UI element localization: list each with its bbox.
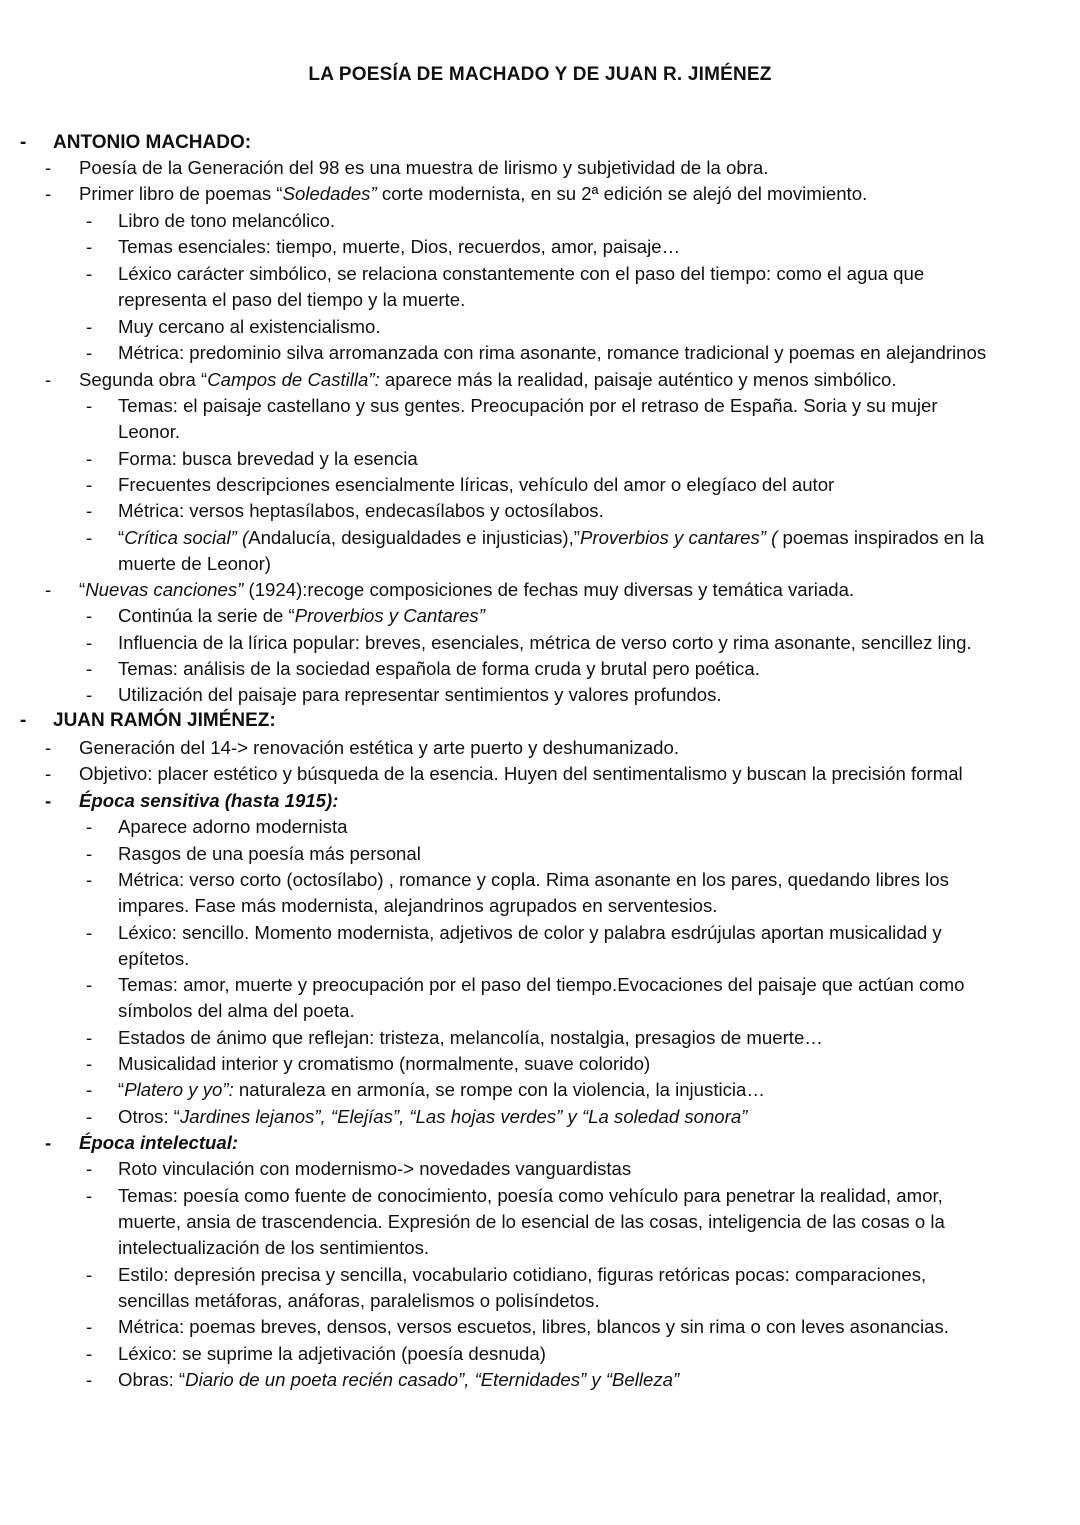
bullet-dash: - xyxy=(20,132,27,153)
bullet-dash: - xyxy=(86,1106,93,1127)
item-text: “Nuevas canciones” (1924):recoge composiciones de fechas muy diversas y temática variada. xyxy=(79,579,855,600)
bullet-dash: - xyxy=(86,236,93,257)
item-text: “Crítica social” (Andalucía, desigualdades e injusticias),”Proverbios y cantares” ( poemas inspirados en la xyxy=(118,527,985,548)
bullet-dash: - xyxy=(86,658,93,679)
item-text: símbolos del alma del poeta. xyxy=(118,1000,355,1021)
item-text: Muy cercano al existencialismo. xyxy=(118,316,381,337)
bullet-dash: - xyxy=(86,1053,93,1074)
bullet-dash: - xyxy=(86,1316,93,1337)
bullet-dash: - xyxy=(45,737,52,758)
item-text: Léxico: sencillo. Momento modernista, adjetivos de color y palabra esdrújulas aportan musicalidad y xyxy=(118,922,942,943)
heading-text: ANTONIO MACHADO: xyxy=(53,132,252,153)
bullet-dash: - xyxy=(86,922,93,943)
bullet-dash: - xyxy=(86,632,93,653)
item-text: Continúa la serie de “Proverbios y Cantares” xyxy=(118,605,485,626)
bullet-dash: - xyxy=(86,448,93,469)
bullet-dash: - xyxy=(86,527,93,548)
bullet-dash: - xyxy=(86,1079,93,1100)
item-text: intelectualización de los sentimientos. xyxy=(118,1237,430,1258)
item-text: Aparece adorno modernista xyxy=(118,816,348,837)
item-text: Libro de tono melancólico. xyxy=(118,210,336,231)
bullet-dash: - xyxy=(86,395,93,416)
item-text: Poesía de la Generación del 98 es una muestra de lirismo y subjetividad de la obra. xyxy=(79,157,769,178)
bullet-dash: - xyxy=(20,710,27,731)
item-text: Temas: amor, muerte y preocupación por el paso del tiempo.Evocaciones del paisaje que actúan como xyxy=(118,974,965,995)
bullet-dash: - xyxy=(45,790,52,811)
bullet-dash: - xyxy=(86,1027,93,1048)
item-text: muerte de Leonor) xyxy=(118,553,271,574)
bullet-dash: - xyxy=(45,183,52,204)
item-text: Métrica: verso corto (octosílabo) , romance y copla. Rima asonante en los pares, quedando libres los xyxy=(118,869,949,890)
item-text: Leonor. xyxy=(118,421,181,442)
item-text: Segunda obra “Campos de Castilla”: aparece más la realidad, paisaje auténtico y menos simbólico. xyxy=(79,369,897,390)
bullet-dash: - xyxy=(86,1369,93,1390)
bullet-dash: - xyxy=(86,1185,93,1206)
bullet-dash: - xyxy=(86,474,93,495)
item-text: Objetivo: placer estético y búsqueda de la esencia. Huyen del sentimentalismo y buscan la precisión formal xyxy=(79,763,963,784)
bullet-dash: - xyxy=(45,1132,52,1153)
item-text: Influencia de la lírica popular: breves, esenciales, métrica de verso corto y rima asonante, sencillez ling. xyxy=(118,632,972,653)
item-text: muerte, ansia de trascendencia. Expresión de lo esencial de las cosas, inteligencia de las cosas o la xyxy=(118,1211,945,1232)
item-text: Rasgos de una poesía más personal xyxy=(118,843,421,864)
item-text: Métrica: poemas breves, densos, versos escuetos, libres, blancos y sin rima o con leves asonancias. xyxy=(118,1316,949,1337)
item-text: Temas: análisis de la sociedad española de forma cruda y brutal pero poética. xyxy=(118,658,760,679)
heading-text: JUAN RAMÓN JIMÉNEZ: xyxy=(53,710,276,731)
item-text: Métrica: predominio silva arromanzada con rima asonante, romance tradicional y poemas en alejandrinos xyxy=(118,342,987,363)
item-text: epítetos. xyxy=(118,948,190,969)
item-text: Obras: “Diario de un poeta recién casado”, “Eternidades” y “Belleza” xyxy=(118,1369,680,1390)
item-text: Roto vinculación con modernismo-> novedades vanguardistas xyxy=(118,1158,632,1179)
bullet-dash: - xyxy=(86,1158,93,1179)
item-text: Léxico: se suprime la adjetivación (poesía desnuda) xyxy=(118,1343,546,1364)
item-text: Forma: busca brevedad y la esencia xyxy=(118,448,418,469)
item-text: Temas esenciales: tiempo, muerte, Dios, recuerdos, amor, paisaje… xyxy=(118,236,681,257)
bullet-dash: - xyxy=(86,843,93,864)
bullet-dash: - xyxy=(86,605,93,626)
bullet-dash: - xyxy=(86,816,93,837)
heading-text: Época sensitiva (hasta 1915): xyxy=(79,790,339,811)
item-text: Estilo: depresión precisa y sencilla, vocabulario cotidiano, figuras retóricas pocas: comparaciones, xyxy=(118,1264,927,1285)
item-text: Primer libro de poemas “Soledades” corte modernista, en su 2ª edición se alejó del movimiento. xyxy=(79,183,868,204)
item-text: Musicalidad interior y cromatismo (normalmente, suave colorido) xyxy=(118,1053,651,1074)
heading-text: Época intelectual: xyxy=(79,1132,239,1153)
item-text: impares. Fase más modernista, alejandrinos agrupados en serventesios. xyxy=(118,895,718,916)
bullet-dash: - xyxy=(45,157,52,178)
bullet-dash: - xyxy=(86,1264,93,1285)
page-title: LA POESÍA DE MACHADO Y DE JUAN R. JIMÉNEZ xyxy=(308,64,772,85)
item-text: Temas: poesía como fuente de conocimiento, poesía como vehículo para penetrar la realidad, amor, xyxy=(118,1185,943,1206)
bullet-dash: - xyxy=(86,210,93,231)
bullet-dash: - xyxy=(86,974,93,995)
item-text: Estados de ánimo que reflejan: tristeza, melancolía, nostalgia, presagios de muerte… xyxy=(118,1027,823,1048)
bullet-dash: - xyxy=(86,316,93,337)
bullet-dash: - xyxy=(45,579,52,600)
bullet-dash: - xyxy=(86,869,93,890)
bullet-dash: - xyxy=(45,369,52,390)
bullet-dash: - xyxy=(86,684,93,705)
item-text: Métrica: versos heptasílabos, endecasílabos y octosílabos. xyxy=(118,500,604,521)
item-text: Utilización del paisaje para representar sentimientos y valores profundos. xyxy=(118,684,722,705)
item-text: Temas: el paisaje castellano y sus gentes. Preocupación por el retraso de España. Soria y su mujer xyxy=(118,395,938,416)
item-text: sencillas metáforas, anáforas, paralelismos o polisíndetos. xyxy=(118,1290,600,1311)
bullet-dash: - xyxy=(86,1343,93,1364)
bullet-dash: - xyxy=(86,342,93,363)
item-text: Generación del 14-> renovación estética y arte puerto y deshumanizado. xyxy=(79,737,680,758)
bullet-dash: - xyxy=(86,263,93,284)
item-text: “Platero y yo”: naturaleza en armonía, se rompe con la violencia, la injusticia… xyxy=(118,1079,765,1100)
bullet-dash: - xyxy=(86,500,93,521)
item-text: representa el paso del tiempo y la muerte. xyxy=(118,289,466,310)
bullet-dash: - xyxy=(45,763,52,784)
item-text: Otros: “Jardines lejanos”, “Elejías”, “Las hojas verdes” y “La soledad sonora” xyxy=(118,1106,748,1127)
item-text: Léxico carácter simbólico, se relaciona constantemente con el paso del tiempo: como el agua que xyxy=(118,263,925,284)
item-text: Frecuentes descripciones esencialmente líricas, vehículo del amor o elegíaco del autor xyxy=(118,474,835,495)
